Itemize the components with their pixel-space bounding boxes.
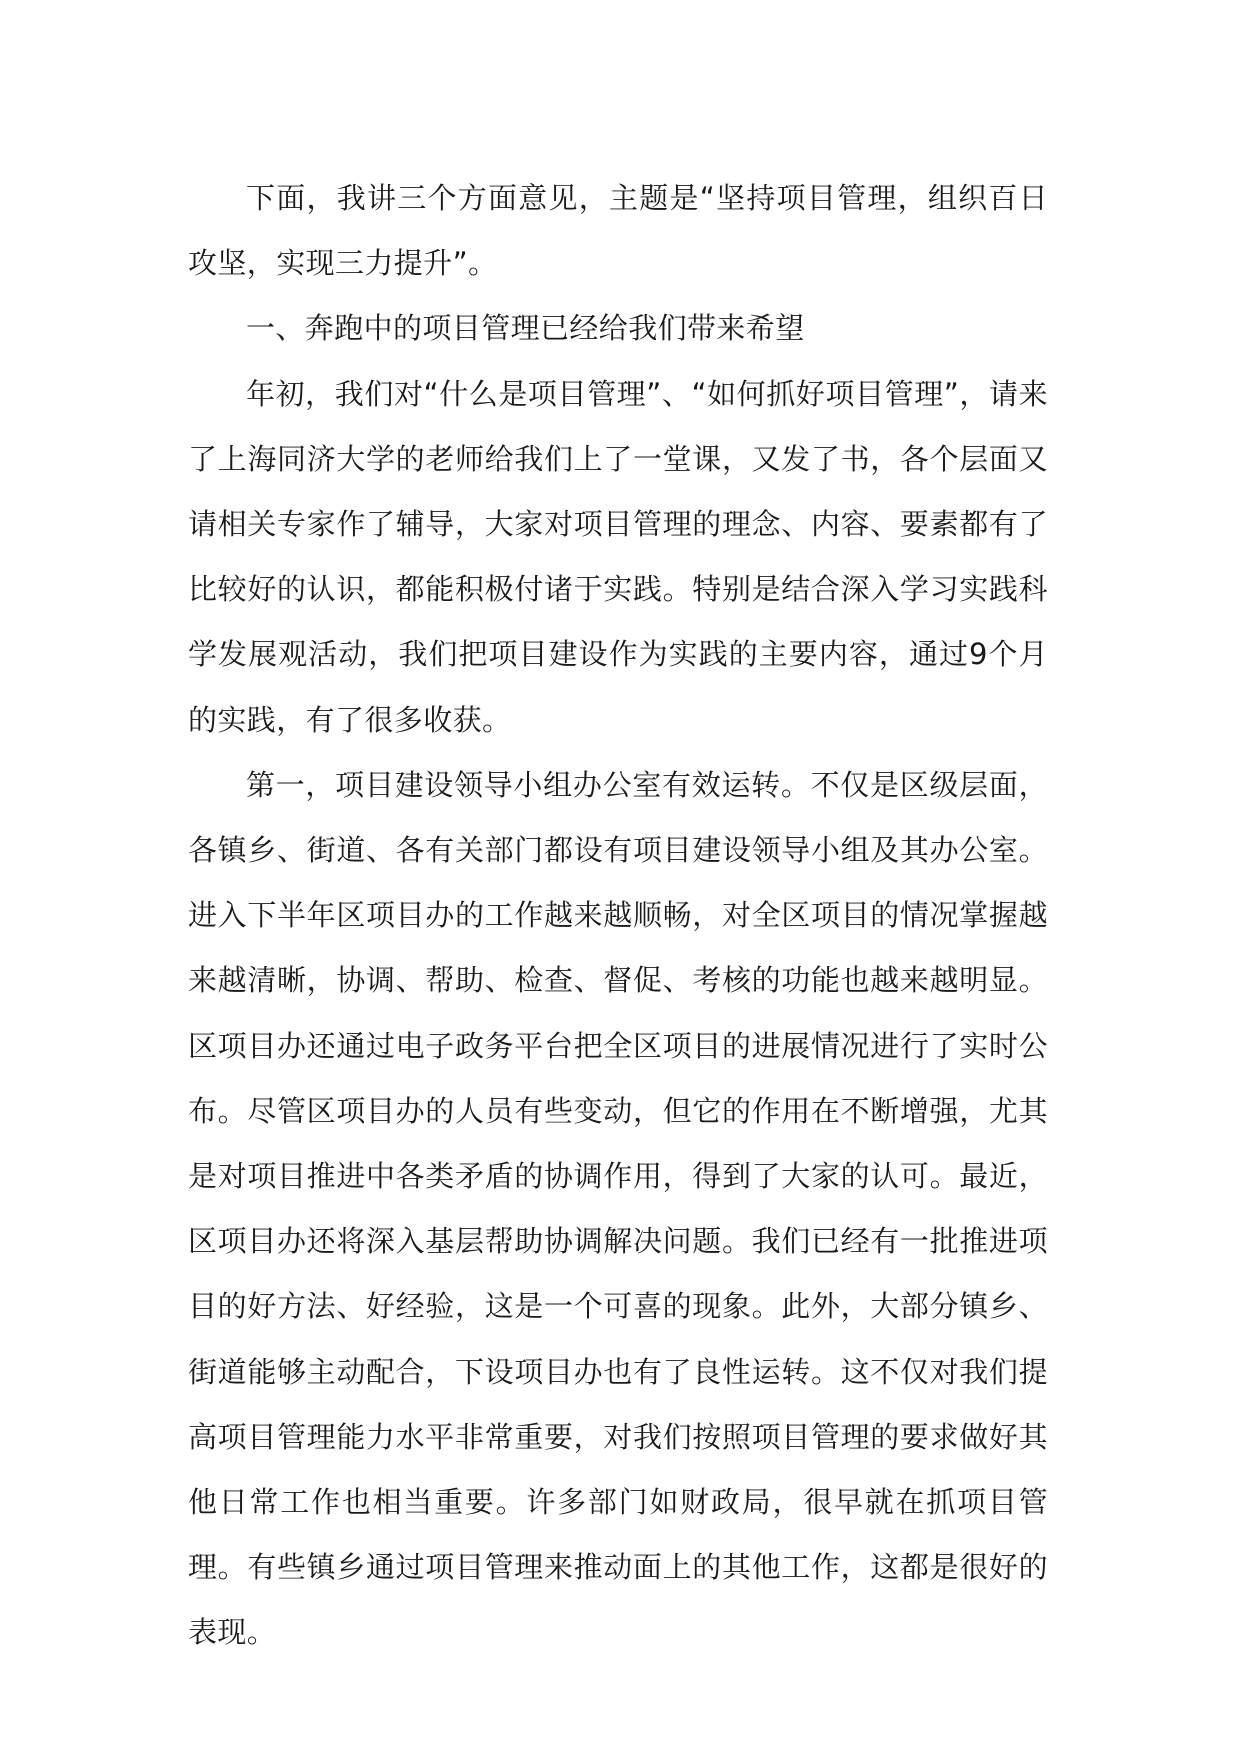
document-body [188,166,1048,1666]
section-heading: 一、奔跑中的项目管理已经给我们带来希望 [246,311,805,346]
paragraph-intro: 下面，我讲三个方面意见，主题是“坚持项目管理，组织百日攻坚，实现三力提升”。 [188,181,1048,281]
paragraph-first-point: 第一，项目建设领导小组办公室有效运转。不仅是区级层面，各镇乡、街道、各有关部门都设有项目建设领导小组及其办公室。进入下半年区项目办的工作越来越顺畅，对全区项目的情况掌握越来越清晰，协调、帮助、检查、督促、考核的功能也越来越明显。区项目办还通过电子政务平台把全区项目的进展情况进行了实时公布。尽管区项目办的人员有些变动，但它的作用在不断增强，尤其是对项目推进中各类矛盾的协调作用，得到了大家的认可。最近，区项目办还将深入基层帮助协调解决问题。我们已经有一批推进项目的好方法、好经验，这是一个可喜的现象。此外，大部分镇乡、街道能够主动配合，下设项目办也有了良性运转。这不仅对我们提高项目管理能力水平非常重要，对我们按照项目管理的要求做好其他日常工作也相当重要。许多部门如财政局，很早就在抓项目管理。有些镇乡通过项目管理来推动面上的其他工作，这都是很好的表现。 [188,767,1048,1650]
paragraph-beginning-of-year: 年初，我们对“什么是项目管理”、“如何抓好项目管理”，请来了上海同济大学的老师给我们上了一堂课，又发了书，各个层面又请相关专家作了辅导，大家对项目管理的理念、内容、要素都有了比较好的认识，都能积极付诸于实践。特别是结合深入学习实践科学发展观活动，我们把项目建设作为实践的主要内容，通过9个月的实践，有了很多收获。 [188,376,1048,737]
